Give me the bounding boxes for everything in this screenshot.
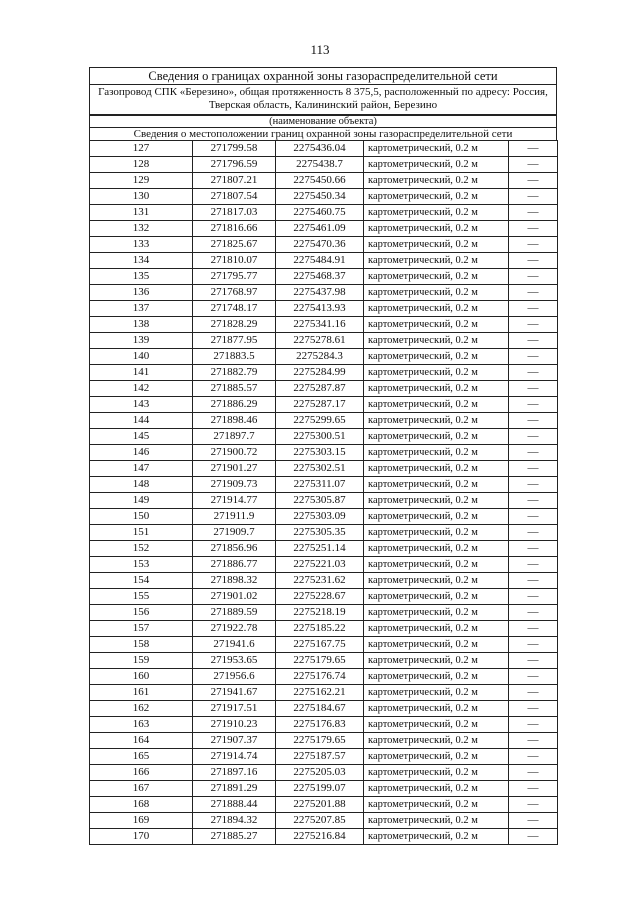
x-coordinate-cell: 271795.77 bbox=[193, 269, 276, 285]
table-row bbox=[90, 541, 558, 557]
section-title: Сведения о местоположении границ охранной зоны газораспределительной сети bbox=[89, 127, 557, 140]
y-coordinate-cell: 2275187.57 bbox=[276, 749, 364, 765]
x-coordinate-cell: 271883.5 bbox=[193, 349, 276, 365]
point-number-cell: 139 bbox=[90, 333, 193, 349]
y-coordinate-cell: 2275311.07 bbox=[276, 477, 364, 493]
y-coordinate-cell: 2275284.3 bbox=[276, 349, 364, 365]
x-coordinate-cell: 271828.29 bbox=[193, 317, 276, 333]
note-cell: — bbox=[509, 461, 558, 477]
method-accuracy-cell: картометрический, 0.2 м bbox=[364, 557, 509, 573]
table-row bbox=[90, 157, 558, 173]
y-coordinate-cell: 2275167.75 bbox=[276, 637, 364, 653]
note-cell: — bbox=[509, 173, 558, 189]
y-coordinate-cell: 2275305.35 bbox=[276, 525, 364, 541]
x-coordinate-cell: 271882.79 bbox=[193, 365, 276, 381]
note-cell: — bbox=[509, 429, 558, 445]
note-cell: — bbox=[509, 205, 558, 221]
table-row bbox=[90, 349, 558, 365]
x-coordinate-cell: 271911.9 bbox=[193, 509, 276, 525]
point-number-cell: 149 bbox=[90, 493, 193, 509]
object-caption: (наименование объекта) bbox=[89, 115, 557, 127]
note-cell: — bbox=[509, 525, 558, 541]
method-accuracy-cell: картометрический, 0.2 м bbox=[364, 445, 509, 461]
point-number-cell: 169 bbox=[90, 813, 193, 829]
note-cell: — bbox=[509, 589, 558, 605]
x-coordinate-cell: 271909.73 bbox=[193, 477, 276, 493]
note-cell: — bbox=[509, 333, 558, 349]
table-row bbox=[90, 285, 558, 301]
x-coordinate-cell: 271914.74 bbox=[193, 749, 276, 765]
table-row bbox=[90, 733, 558, 749]
method-accuracy-cell: картометрический, 0.2 м bbox=[364, 365, 509, 381]
table-row bbox=[90, 397, 558, 413]
table-row bbox=[90, 781, 558, 797]
y-coordinate-cell: 2275341.16 bbox=[276, 317, 364, 333]
y-coordinate-cell: 2275278.61 bbox=[276, 333, 364, 349]
point-number-cell: 128 bbox=[90, 157, 193, 173]
y-coordinate-cell: 2275305.87 bbox=[276, 493, 364, 509]
document-sheet bbox=[89, 67, 557, 845]
point-number-cell: 166 bbox=[90, 765, 193, 781]
table-row bbox=[90, 509, 558, 525]
y-coordinate-cell: 2275162.21 bbox=[276, 685, 364, 701]
point-number-cell: 134 bbox=[90, 253, 193, 269]
x-coordinate-cell: 271748.17 bbox=[193, 301, 276, 317]
x-coordinate-cell: 271796.59 bbox=[193, 157, 276, 173]
y-coordinate-cell: 2275470.36 bbox=[276, 237, 364, 253]
method-accuracy-cell: картометрический, 0.2 м bbox=[364, 413, 509, 429]
point-number-cell: 153 bbox=[90, 557, 193, 573]
method-accuracy-cell: картометрический, 0.2 м bbox=[364, 541, 509, 557]
note-cell: — bbox=[509, 557, 558, 573]
y-coordinate-cell: 2275287.17 bbox=[276, 397, 364, 413]
object-line-2: Тверская область, Калининский район, Березино bbox=[208, 99, 438, 111]
method-accuracy-cell: картометрический, 0.2 м bbox=[364, 253, 509, 269]
point-number-cell: 145 bbox=[90, 429, 193, 445]
point-number-cell: 141 bbox=[90, 365, 193, 381]
note-cell: — bbox=[509, 605, 558, 621]
x-coordinate-cell: 271816.66 bbox=[193, 221, 276, 237]
x-coordinate-cell: 271856.96 bbox=[193, 541, 276, 557]
note-cell: — bbox=[509, 813, 558, 829]
method-accuracy-cell: картометрический, 0.2 м bbox=[364, 477, 509, 493]
y-coordinate-cell: 2275287.87 bbox=[276, 381, 364, 397]
y-coordinate-cell: 2275184.67 bbox=[276, 701, 364, 717]
y-coordinate-cell: 2275228.67 bbox=[276, 589, 364, 605]
method-accuracy-cell: картометрический, 0.2 м bbox=[364, 669, 509, 685]
note-cell: — bbox=[509, 765, 558, 781]
point-number-cell: 157 bbox=[90, 621, 193, 637]
x-coordinate-cell: 271889.59 bbox=[193, 605, 276, 621]
y-coordinate-cell: 2275284.99 bbox=[276, 365, 364, 381]
x-coordinate-cell: 271877.95 bbox=[193, 333, 276, 349]
y-coordinate-cell: 2275436.04 bbox=[276, 141, 364, 157]
x-coordinate-cell: 271953.65 bbox=[193, 653, 276, 669]
y-coordinate-cell: 2275205.03 bbox=[276, 765, 364, 781]
x-coordinate-cell: 271891.29 bbox=[193, 781, 276, 797]
note-cell: — bbox=[509, 637, 558, 653]
y-coordinate-cell: 2275216.84 bbox=[276, 829, 364, 845]
x-coordinate-cell: 271901.27 bbox=[193, 461, 276, 477]
note-cell: — bbox=[509, 829, 558, 845]
table-row bbox=[90, 797, 558, 813]
point-number-cell: 136 bbox=[90, 285, 193, 301]
table-row bbox=[90, 669, 558, 685]
method-accuracy-cell: картометрический, 0.2 м bbox=[364, 733, 509, 749]
note-cell: — bbox=[509, 701, 558, 717]
x-coordinate-cell: 271922.78 bbox=[193, 621, 276, 637]
y-coordinate-cell: 2275300.51 bbox=[276, 429, 364, 445]
note-cell: — bbox=[509, 669, 558, 685]
x-coordinate-cell: 271914.77 bbox=[193, 493, 276, 509]
x-coordinate-cell: 271897.16 bbox=[193, 765, 276, 781]
table-row bbox=[90, 381, 558, 397]
method-accuracy-cell: картометрический, 0.2 м bbox=[364, 317, 509, 333]
note-cell: — bbox=[509, 621, 558, 637]
point-number-cell: 156 bbox=[90, 605, 193, 621]
y-coordinate-cell: 2275484.91 bbox=[276, 253, 364, 269]
note-cell: — bbox=[509, 509, 558, 525]
x-coordinate-cell: 271888.44 bbox=[193, 797, 276, 813]
y-coordinate-cell: 2275218.19 bbox=[276, 605, 364, 621]
point-number-cell: 135 bbox=[90, 269, 193, 285]
point-number-cell: 164 bbox=[90, 733, 193, 749]
note-cell: — bbox=[509, 317, 558, 333]
y-coordinate-cell: 2275468.37 bbox=[276, 269, 364, 285]
note-cell: — bbox=[509, 157, 558, 173]
y-coordinate-cell: 2275221.03 bbox=[276, 557, 364, 573]
method-accuracy-cell: картометрический, 0.2 м bbox=[364, 781, 509, 797]
point-number-cell: 138 bbox=[90, 317, 193, 333]
method-accuracy-cell: картометрический, 0.2 м bbox=[364, 797, 509, 813]
method-accuracy-cell: картометрический, 0.2 м bbox=[364, 397, 509, 413]
y-coordinate-cell: 2275450.66 bbox=[276, 173, 364, 189]
method-accuracy-cell: картометрический, 0.2 м bbox=[364, 221, 509, 237]
note-cell: — bbox=[509, 477, 558, 493]
table-row bbox=[90, 477, 558, 493]
method-accuracy-cell: картометрический, 0.2 м bbox=[364, 589, 509, 605]
x-coordinate-cell: 271909.7 bbox=[193, 525, 276, 541]
point-number-cell: 155 bbox=[90, 589, 193, 605]
x-coordinate-cell: 271898.46 bbox=[193, 413, 276, 429]
method-accuracy-cell: картометрический, 0.2 м bbox=[364, 525, 509, 541]
note-cell: — bbox=[509, 189, 558, 205]
document-title: Сведения о границах охранной зоны газораспределительной сети bbox=[89, 67, 557, 84]
y-coordinate-cell: 2275199.07 bbox=[276, 781, 364, 797]
table-row bbox=[90, 333, 558, 349]
table-row bbox=[90, 493, 558, 509]
method-accuracy-cell: картометрический, 0.2 м bbox=[364, 205, 509, 221]
method-accuracy-cell: картометрический, 0.2 м bbox=[364, 701, 509, 717]
x-coordinate-cell: 271885.27 bbox=[193, 829, 276, 845]
x-coordinate-cell: 271894.32 bbox=[193, 813, 276, 829]
note-cell: — bbox=[509, 237, 558, 253]
point-number-cell: 154 bbox=[90, 573, 193, 589]
table-row bbox=[90, 461, 558, 477]
point-number-cell: 160 bbox=[90, 669, 193, 685]
y-coordinate-cell: 2275176.83 bbox=[276, 717, 364, 733]
note-cell: — bbox=[509, 301, 558, 317]
method-accuracy-cell: картометрический, 0.2 м bbox=[364, 189, 509, 205]
note-cell: — bbox=[509, 349, 558, 365]
y-coordinate-cell: 2275302.51 bbox=[276, 461, 364, 477]
point-number-cell: 146 bbox=[90, 445, 193, 461]
note-cell: — bbox=[509, 381, 558, 397]
y-coordinate-cell: 2275207.85 bbox=[276, 813, 364, 829]
note-cell: — bbox=[509, 445, 558, 461]
point-number-cell: 142 bbox=[90, 381, 193, 397]
note-cell: — bbox=[509, 365, 558, 381]
y-coordinate-cell: 2275201.88 bbox=[276, 797, 364, 813]
method-accuracy-cell: картометрический, 0.2 м bbox=[364, 333, 509, 349]
table-row bbox=[90, 701, 558, 717]
y-coordinate-cell: 2275299.65 bbox=[276, 413, 364, 429]
table-row bbox=[90, 621, 558, 637]
method-accuracy-cell: картометрический, 0.2 м bbox=[364, 717, 509, 733]
y-coordinate-cell: 2275231.62 bbox=[276, 573, 364, 589]
point-number-cell: 150 bbox=[90, 509, 193, 525]
point-number-cell: 162 bbox=[90, 701, 193, 717]
x-coordinate-cell: 271901.02 bbox=[193, 589, 276, 605]
method-accuracy-cell: картометрический, 0.2 м bbox=[364, 749, 509, 765]
x-coordinate-cell: 271807.54 bbox=[193, 189, 276, 205]
y-coordinate-cell: 2275179.65 bbox=[276, 733, 364, 749]
x-coordinate-cell: 271886.29 bbox=[193, 397, 276, 413]
point-number-cell: 167 bbox=[90, 781, 193, 797]
method-accuracy-cell: картометрический, 0.2 м bbox=[364, 141, 509, 157]
table-row bbox=[90, 605, 558, 621]
note-cell: — bbox=[509, 397, 558, 413]
table-row bbox=[90, 717, 558, 733]
point-number-cell: 127 bbox=[90, 141, 193, 157]
table-row bbox=[90, 525, 558, 541]
y-coordinate-cell: 2275185.22 bbox=[276, 621, 364, 637]
point-number-cell: 144 bbox=[90, 413, 193, 429]
point-number-cell: 131 bbox=[90, 205, 193, 221]
point-number-cell: 148 bbox=[90, 477, 193, 493]
table-row bbox=[90, 749, 558, 765]
x-coordinate-cell: 271885.57 bbox=[193, 381, 276, 397]
point-number-cell: 147 bbox=[90, 461, 193, 477]
x-coordinate-cell: 271898.32 bbox=[193, 573, 276, 589]
note-cell: — bbox=[509, 541, 558, 557]
note-cell: — bbox=[509, 685, 558, 701]
table-row bbox=[90, 557, 558, 573]
y-coordinate-cell: 2275303.09 bbox=[276, 509, 364, 525]
y-coordinate-cell: 2275176.74 bbox=[276, 669, 364, 685]
table-row bbox=[90, 429, 558, 445]
note-cell: — bbox=[509, 141, 558, 157]
table-row bbox=[90, 141, 558, 157]
y-coordinate-cell: 2275438.7 bbox=[276, 157, 364, 173]
y-coordinate-cell: 2275413.93 bbox=[276, 301, 364, 317]
note-cell: — bbox=[509, 733, 558, 749]
x-coordinate-cell: 271941.6 bbox=[193, 637, 276, 653]
point-number-cell: 170 bbox=[90, 829, 193, 845]
point-number-cell: 143 bbox=[90, 397, 193, 413]
y-coordinate-cell: 2275437.98 bbox=[276, 285, 364, 301]
method-accuracy-cell: картометрический, 0.2 м bbox=[364, 285, 509, 301]
page-number: 113 bbox=[310, 42, 330, 57]
method-accuracy-cell: картометрический, 0.2 м bbox=[364, 621, 509, 637]
method-accuracy-cell: картометрический, 0.2 м bbox=[364, 653, 509, 669]
point-number-cell: 137 bbox=[90, 301, 193, 317]
table-row bbox=[90, 637, 558, 653]
method-accuracy-cell: картометрический, 0.2 м bbox=[364, 269, 509, 285]
point-number-cell: 161 bbox=[90, 685, 193, 701]
x-coordinate-cell: 271941.67 bbox=[193, 685, 276, 701]
table-row bbox=[90, 445, 558, 461]
table-row bbox=[90, 173, 558, 189]
point-number-cell: 168 bbox=[90, 797, 193, 813]
method-accuracy-cell: картометрический, 0.2 м bbox=[364, 429, 509, 445]
table-row bbox=[90, 253, 558, 269]
x-coordinate-cell: 271768.97 bbox=[193, 285, 276, 301]
point-number-cell: 129 bbox=[90, 173, 193, 189]
y-coordinate-cell: 2275460.75 bbox=[276, 205, 364, 221]
coordinates-table bbox=[89, 140, 558, 845]
note-cell: — bbox=[509, 749, 558, 765]
table-row bbox=[90, 269, 558, 285]
method-accuracy-cell: картометрический, 0.2 м bbox=[364, 685, 509, 701]
table-row bbox=[90, 813, 558, 829]
x-coordinate-cell: 271807.21 bbox=[193, 173, 276, 189]
x-coordinate-cell: 271897.7 bbox=[193, 429, 276, 445]
method-accuracy-cell: картометрический, 0.2 м bbox=[364, 173, 509, 189]
point-number-cell: 159 bbox=[90, 653, 193, 669]
note-cell: — bbox=[509, 653, 558, 669]
method-accuracy-cell: картометрический, 0.2 м bbox=[364, 509, 509, 525]
note-cell: — bbox=[509, 253, 558, 269]
table-row bbox=[90, 653, 558, 669]
point-number-cell: 165 bbox=[90, 749, 193, 765]
x-coordinate-cell: 271910.23 bbox=[193, 717, 276, 733]
table-row bbox=[90, 301, 558, 317]
method-accuracy-cell: картометрический, 0.2 м bbox=[364, 573, 509, 589]
point-number-cell: 152 bbox=[90, 541, 193, 557]
note-cell: — bbox=[509, 781, 558, 797]
table-row bbox=[90, 317, 558, 333]
note-cell: — bbox=[509, 797, 558, 813]
method-accuracy-cell: картометрический, 0.2 м bbox=[364, 605, 509, 621]
y-coordinate-cell: 2275303.15 bbox=[276, 445, 364, 461]
x-coordinate-cell: 271900.72 bbox=[193, 445, 276, 461]
x-coordinate-cell: 271956.6 bbox=[193, 669, 276, 685]
method-accuracy-cell: картометрический, 0.2 м bbox=[364, 461, 509, 477]
point-number-cell: 130 bbox=[90, 189, 193, 205]
table-row bbox=[90, 205, 558, 221]
point-number-cell: 163 bbox=[90, 717, 193, 733]
note-cell: — bbox=[509, 221, 558, 237]
table-row bbox=[90, 237, 558, 253]
note-cell: — bbox=[509, 285, 558, 301]
method-accuracy-cell: картометрический, 0.2 м bbox=[364, 157, 509, 173]
y-coordinate-cell: 2275461.09 bbox=[276, 221, 364, 237]
x-coordinate-cell: 271799.58 bbox=[193, 141, 276, 157]
method-accuracy-cell: картометрический, 0.2 м bbox=[364, 349, 509, 365]
coordinates-table-body bbox=[90, 141, 558, 845]
point-number-cell: 140 bbox=[90, 349, 193, 365]
point-number-cell: 151 bbox=[90, 525, 193, 541]
point-number-cell: 158 bbox=[90, 637, 193, 653]
point-number-cell: 133 bbox=[90, 237, 193, 253]
method-accuracy-cell: картометрический, 0.2 м bbox=[364, 237, 509, 253]
note-cell: — bbox=[509, 413, 558, 429]
table-row bbox=[90, 829, 558, 845]
y-coordinate-cell: 2275251.14 bbox=[276, 541, 364, 557]
object-line-1: Газопровод СПК «Березино», общая протяженность 8 375,5, расположенный по адресу: Россия, bbox=[98, 86, 548, 98]
method-accuracy-cell: картометрический, 0.2 м bbox=[364, 637, 509, 653]
method-accuracy-cell: картометрический, 0.2 м bbox=[364, 381, 509, 397]
point-number-cell: 132 bbox=[90, 221, 193, 237]
x-coordinate-cell: 271917.51 bbox=[193, 701, 276, 717]
x-coordinate-cell: 271825.67 bbox=[193, 237, 276, 253]
y-coordinate-cell: 2275179.65 bbox=[276, 653, 364, 669]
table-row bbox=[90, 573, 558, 589]
note-cell: — bbox=[509, 493, 558, 509]
x-coordinate-cell: 271886.77 bbox=[193, 557, 276, 573]
note-cell: — bbox=[509, 717, 558, 733]
y-coordinate-cell: 2275450.34 bbox=[276, 189, 364, 205]
table-row bbox=[90, 221, 558, 237]
method-accuracy-cell: картометрический, 0.2 м bbox=[364, 301, 509, 317]
x-coordinate-cell: 271907.37 bbox=[193, 733, 276, 749]
table-row bbox=[90, 589, 558, 605]
table-row bbox=[90, 685, 558, 701]
method-accuracy-cell: картометрический, 0.2 м bbox=[364, 493, 509, 509]
method-accuracy-cell: картометрический, 0.2 м bbox=[364, 765, 509, 781]
table-row bbox=[90, 765, 558, 781]
note-cell: — bbox=[509, 573, 558, 589]
table-row bbox=[90, 189, 558, 205]
x-coordinate-cell: 271817.03 bbox=[193, 205, 276, 221]
table-row bbox=[90, 365, 558, 381]
x-coordinate-cell: 271810.07 bbox=[193, 253, 276, 269]
method-accuracy-cell: картометрический, 0.2 м bbox=[364, 813, 509, 829]
table-row bbox=[90, 413, 558, 429]
note-cell: — bbox=[509, 269, 558, 285]
method-accuracy-cell: картометрический, 0.2 м bbox=[364, 829, 509, 845]
object-description bbox=[89, 84, 557, 114]
